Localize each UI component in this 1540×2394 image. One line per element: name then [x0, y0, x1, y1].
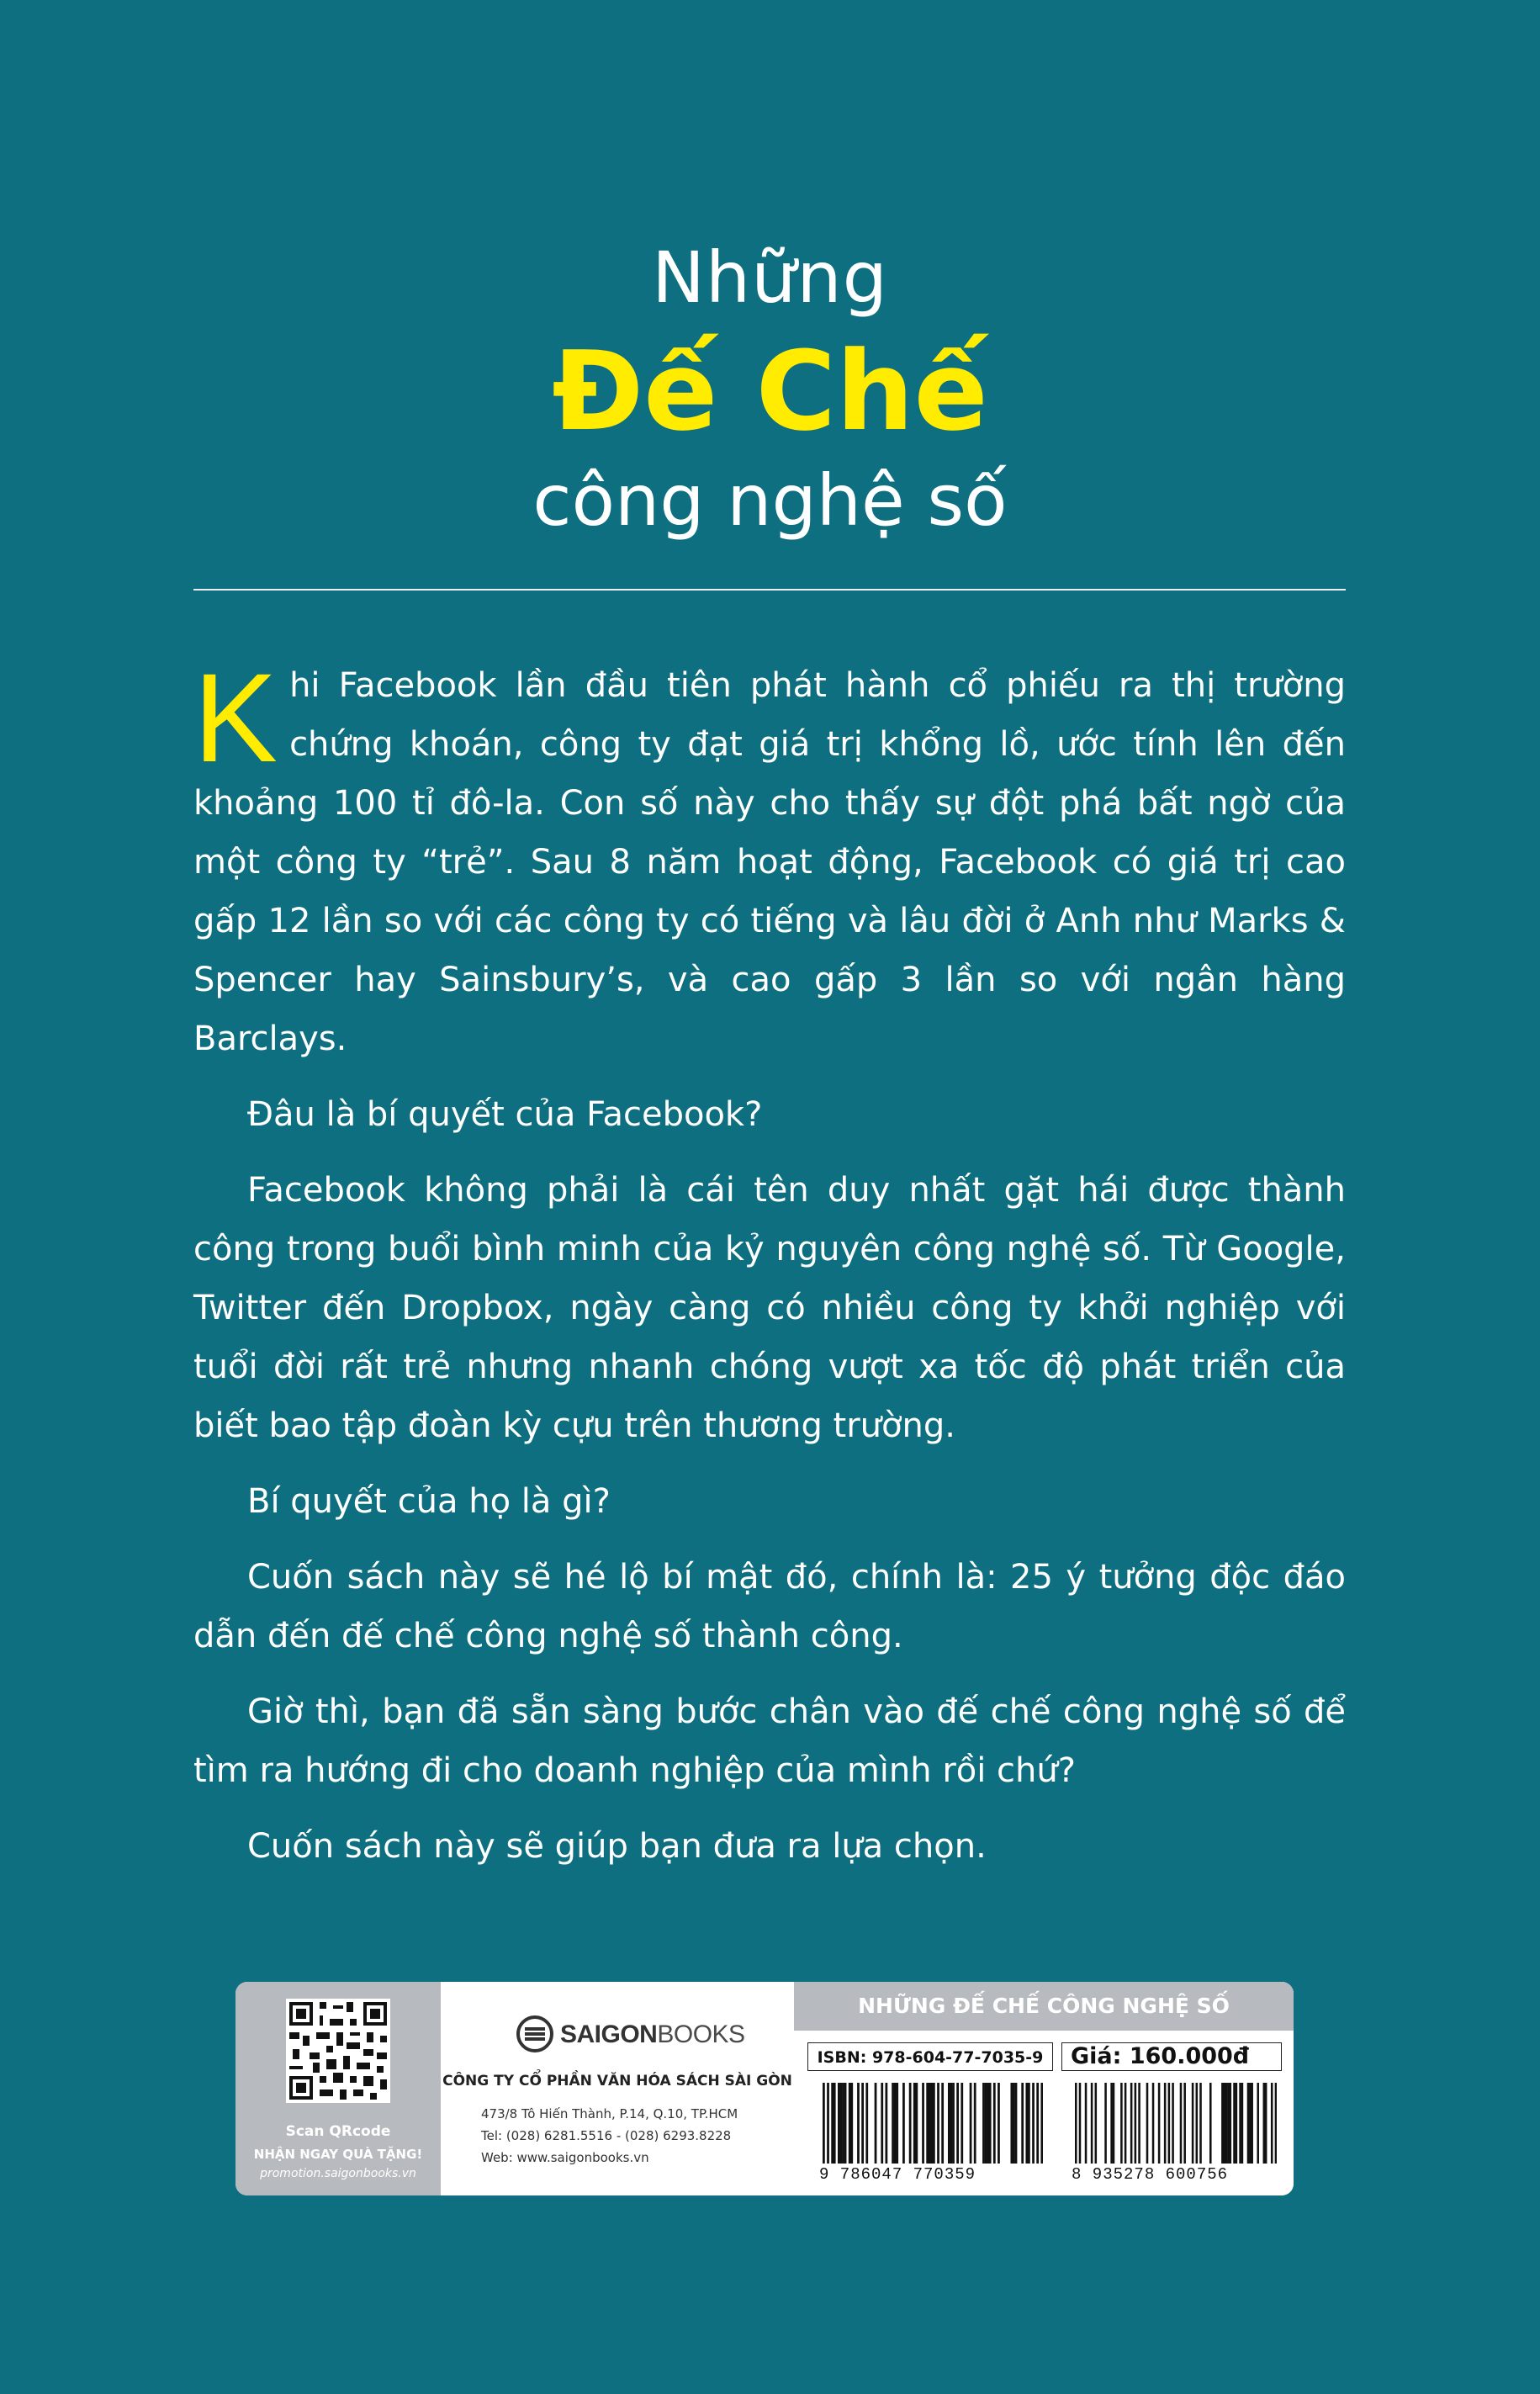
- barcode-bar: [1032, 2083, 1035, 2164]
- title-line-2: Đế Chế: [552, 327, 988, 455]
- publisher-tel: Tel: (028) 6281.5516 - (028) 6293.8228: [481, 2128, 732, 2143]
- drop-cap: K: [193, 647, 278, 788]
- product-barcode: [1075, 2083, 1277, 2164]
- publisher-panel: [441, 1982, 794, 2195]
- barcode-bar: [849, 2083, 851, 2164]
- barcode-bar: [989, 2083, 992, 2164]
- barcode-bar: [933, 2083, 935, 2164]
- barcode-bar: [993, 2083, 996, 2164]
- barcode-bar: [1172, 2083, 1174, 2164]
- qr-panel: [235, 1982, 441, 2195]
- barcode-bar: [961, 2083, 963, 2164]
- barcode-bar: [1028, 2083, 1030, 2164]
- barcode-bar: [1095, 2083, 1098, 2164]
- barcode-bar: [823, 2083, 825, 2164]
- barcode-bar: [1199, 2083, 1202, 2164]
- barcode-bar: [1192, 2083, 1194, 2164]
- barcode-bar: [909, 2083, 912, 2164]
- paragraph-1-text: hi Facebook lần đầu tiên phát hành cổ phiếu ra thị trường chứng khoán, công ty đạt giá trị khổng lồ, ước tính lên đến khoảng 100 tỉ đô-la. Con số này cho thấy sự đột phá bất ngờ của một công ty “trẻ”. Sau 8 năm hoạt động, Facebook có giá trị cao gấp 12 lần so với các công ty có tiếng và lâu đời ở Anh như Marks & Spencer hay Sainsbury’s, và cao gấp 3 lần so với ngân hàng Barclays.: [193, 666, 1346, 1058]
- barcode-bar: [985, 2083, 987, 2164]
- barcode-bar: [956, 2083, 959, 2164]
- barcode-bar: [1236, 2083, 1238, 2164]
- isbn-barcode: [823, 2083, 1043, 2164]
- price-label: Giá: 160.000đ: [1061, 2042, 1282, 2071]
- barcode-bar: [1196, 2083, 1199, 2164]
- barcode-bar: [1113, 2083, 1115, 2164]
- paragraph-6: Giờ thì, bạn đã sẵn sàng bước chân vào đế chế công nghệ số để tìm ra hướng đi cho doanh nghiệp của mình rồi chứ?: [193, 1692, 1346, 1790]
- barcode-bar: [930, 2083, 933, 2164]
- barcode-bar: [1158, 2083, 1161, 2164]
- paragraph-7: Cuốn sách này sẽ giúp bạn đưa ra lựa chọn.: [247, 1827, 987, 1866]
- barcode-bar: [1104, 2083, 1107, 2164]
- barcode-bar: [1010, 2083, 1013, 2164]
- qr-code-icon[interactable]: [286, 1999, 390, 2103]
- barcode-bar: [840, 2083, 843, 2164]
- publisher-address: 473/8 Tô Hiến Thành, P.14, Q.10, TP.HCM: [481, 2106, 738, 2121]
- isbn-label: ISBN: 978-604-77-7035-9: [807, 2042, 1053, 2071]
- barcode-bar: [987, 2083, 989, 2164]
- barcode-bar: [1275, 2083, 1277, 2164]
- barcode-bar: [850, 2083, 853, 2164]
- title-line-3: công nghệ số: [532, 459, 1008, 542]
- barcode-bar: [1130, 2083, 1133, 2164]
- isbn-barcode-number: 9 786047 770359: [819, 2165, 976, 2184]
- barcode-bar: [861, 2083, 864, 2164]
- barcode-bar: [1152, 2083, 1155, 2164]
- cover-title: [0, 236, 1540, 547]
- barcode-bar: [1015, 2083, 1018, 2164]
- book-title-bar: NHỮNG ĐẾ CHẾ CÔNG NGHỆ SỐ: [794, 1982, 1294, 2031]
- barcode-bar: [1075, 2083, 1077, 2164]
- barcode-bar: [915, 2083, 918, 2164]
- paragraph-2: Đâu là bí quyết của Facebook?: [247, 1095, 763, 1134]
- barcode-bar: [865, 2083, 868, 2164]
- barcode-bar: [1239, 2083, 1241, 2164]
- qr-label-scan: Scan QRcode: [285, 2123, 391, 2140]
- publisher-web: Web: www.saigonbooks.vn: [481, 2150, 649, 2165]
- barcode-bar: [1120, 2083, 1123, 2164]
- barcode-bar: [1183, 2083, 1186, 2164]
- barcode-bar: [1085, 2083, 1088, 2164]
- barcode-bar: [831, 2083, 834, 2164]
- barcode-bar: [896, 2083, 898, 2164]
- barcode-bar: [1230, 2083, 1232, 2164]
- barcode-bar: [982, 2083, 985, 2164]
- book-info-panel: [794, 1982, 1294, 2195]
- barcode-bar: [842, 2083, 844, 2164]
- barcode-bar: [1265, 2083, 1267, 2164]
- barcode-bar: [1110, 2083, 1113, 2164]
- barcode-bar: [827, 2083, 829, 2164]
- barcode-bar: [1271, 2083, 1273, 2164]
- barcode-bar: [885, 2083, 887, 2164]
- barcode-bar: [834, 2083, 836, 2164]
- title-divider: [193, 589, 1346, 591]
- barcode-bar: [838, 2083, 840, 2164]
- barcode-bar: [1138, 2083, 1140, 2164]
- barcode-bar: [1164, 2083, 1167, 2164]
- barcode-bar: [1135, 2083, 1137, 2164]
- paragraph-3: Facebook không phải là cái tên duy nhất gặt hái được thành công trong buổi bình minh của kỷ nguyên công nghệ số. Từ Google, Twitter đến Dropbox, ngày càng có nhiều công ty khởi nghiệp với tuổi đời rất trẻ nhưng nhanh chóng vượt xa tốc độ phát triển của biết bao tập đoàn kỳ cựu trên thương trường.: [193, 1171, 1346, 1445]
- barcode-bar: [1227, 2083, 1230, 2164]
- barcode-bar: [913, 2083, 916, 2164]
- barcode-bar: [902, 2083, 905, 2164]
- barcode-bar: [998, 2083, 1000, 2164]
- barcode-bar: [892, 2083, 894, 2164]
- product-barcode-number: 8 935278 600756: [1072, 2165, 1229, 2184]
- barcode-bar: [894, 2083, 897, 2164]
- barcode-bar: [1247, 2083, 1250, 2164]
- barcode-bar: [1091, 2083, 1093, 2164]
- barcode-bar: [950, 2083, 953, 2164]
- barcode-bar: [1021, 2083, 1024, 2164]
- barcode-bar: [1251, 2083, 1253, 2164]
- barcode-bar: [1125, 2083, 1127, 2164]
- barcode-bar: [922, 2083, 924, 2164]
- barcode-bar: [1079, 2083, 1082, 2164]
- qr-label-gift: NHẬN NGAY QUÀ TẶNG!: [253, 2147, 423, 2162]
- title-line-1: Những: [652, 236, 888, 319]
- barcode-bar: [1249, 2083, 1252, 2164]
- barcode-bar: [881, 2083, 883, 2164]
- barcode-bar: [1257, 2083, 1259, 2164]
- barcode-bar: [857, 2083, 860, 2164]
- logo-text-bold: SAIGON: [560, 2021, 658, 2048]
- saigonbooks-logo-icon: [516, 2015, 553, 2052]
- barcode-bar: [1223, 2083, 1225, 2164]
- paragraph-4: Bí quyết của họ là gì?: [247, 1482, 611, 1521]
- logo-text-rest: BOOKS: [657, 2021, 745, 2048]
- publisher-name: CÔNG TY CỔ PHẦN VĂN HÓA SÁCH SÀI GÒN: [442, 2073, 792, 2089]
- barcode-bar: [1241, 2083, 1244, 2164]
- barcode-bar: [1146, 2083, 1149, 2164]
- barcode-bar: [1013, 2083, 1015, 2164]
- barcode-bar: [937, 2083, 939, 2164]
- barcode-bar: [1221, 2083, 1224, 2164]
- barcode-bar: [1036, 2083, 1039, 2164]
- publisher-strip: [235, 1982, 1294, 2195]
- barcode-bar: [948, 2083, 950, 2164]
- barcode-bar: [1025, 2083, 1028, 2164]
- barcode-bar: [1180, 2083, 1183, 2164]
- barcode-bar: [1233, 2083, 1236, 2164]
- blurb: [193, 647, 1346, 1893]
- barcode-bar: [974, 2083, 976, 2164]
- barcode-bar: [844, 2083, 847, 2164]
- barcode-bar: [941, 2083, 944, 2164]
- paragraph-5: Cuốn sách này sẽ hé lộ bí mật đó, chính là: 25 ý tưởng độc đáo dẫn đến đế chế công nghệ số thành công.: [193, 1558, 1346, 1655]
- qr-label-url: promotion.saigonbooks.vn: [260, 2167, 416, 2180]
- barcode-bar: [970, 2083, 972, 2164]
- barcode-bar: [1225, 2083, 1228, 2164]
- barcode-bar: [952, 2083, 955, 2164]
- barcode-bar: [929, 2083, 931, 2164]
- barcode-bar: [1168, 2083, 1171, 2164]
- barcode-bar: [1209, 2083, 1212, 2164]
- barcode-bar: [1040, 2083, 1043, 2164]
- paragraph-1: [193, 647, 1346, 1068]
- barcode-bar: [1263, 2083, 1266, 2164]
- barcode-bar: [926, 2083, 929, 2164]
- publisher-logo: [516, 2015, 752, 2052]
- barcode-bar: [875, 2083, 877, 2164]
